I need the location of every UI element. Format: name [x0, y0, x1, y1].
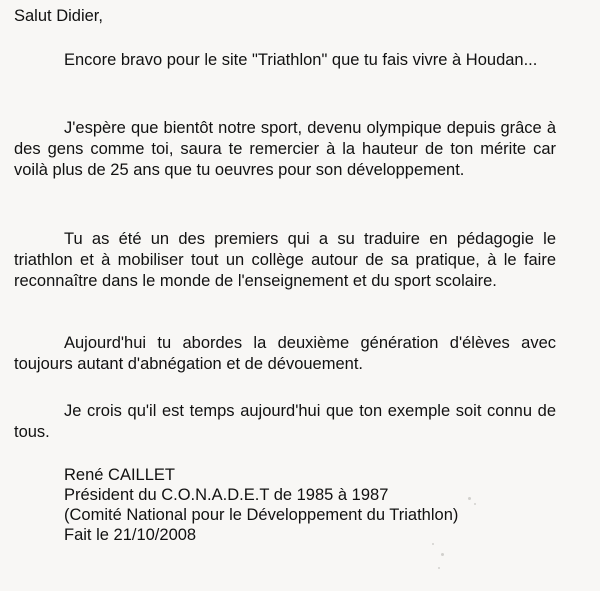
signature-block: [64, 465, 458, 545]
letter-paragraph: Aujourd'hui tu abordes la deuxième génération d'élèves avec toujours autant d'abnégation et de dévouement.: [14, 334, 556, 373]
letter-paragraph: Encore bravo pour le site "Triathlon" que tu fais vivre à Houdan...: [64, 51, 538, 69]
paper-speck: [441, 553, 444, 556]
letter-paragraph: J'espère que bientôt notre sport, devenu olympique depuis grâce à des gens comme toi, saura te remercier à la hauteur de ton mérite car voilà plus de 25 ans que tu oeuvres pour son développement.: [14, 119, 556, 179]
signer-organization: (Comité National pour le Développement du Triathlon): [64, 506, 459, 524]
paper-speck: [438, 567, 440, 569]
letter-date: Fait le 21/10/2008: [64, 526, 197, 544]
signer-title: Président du C.O.N.A.D.E.T de 1985 à 1987: [64, 486, 389, 504]
paper-speck: [468, 497, 471, 500]
paper-speck: [474, 503, 476, 505]
letter-salutation: Salut Didier,: [14, 7, 103, 25]
letter-paragraph: Je crois qu'il est temps aujourd'hui que ton exemple soit connu de tous.: [14, 402, 556, 441]
signer-name: René CAILLET: [64, 466, 175, 484]
letter-paragraph: Tu as été un des premiers qui a su traduire en pédagogie le triathlon et à mobiliser tout un collège autour de sa pratique, à le faire reconnaître dans le monde de l'enseignement et du sport scolaire.: [14, 230, 556, 290]
